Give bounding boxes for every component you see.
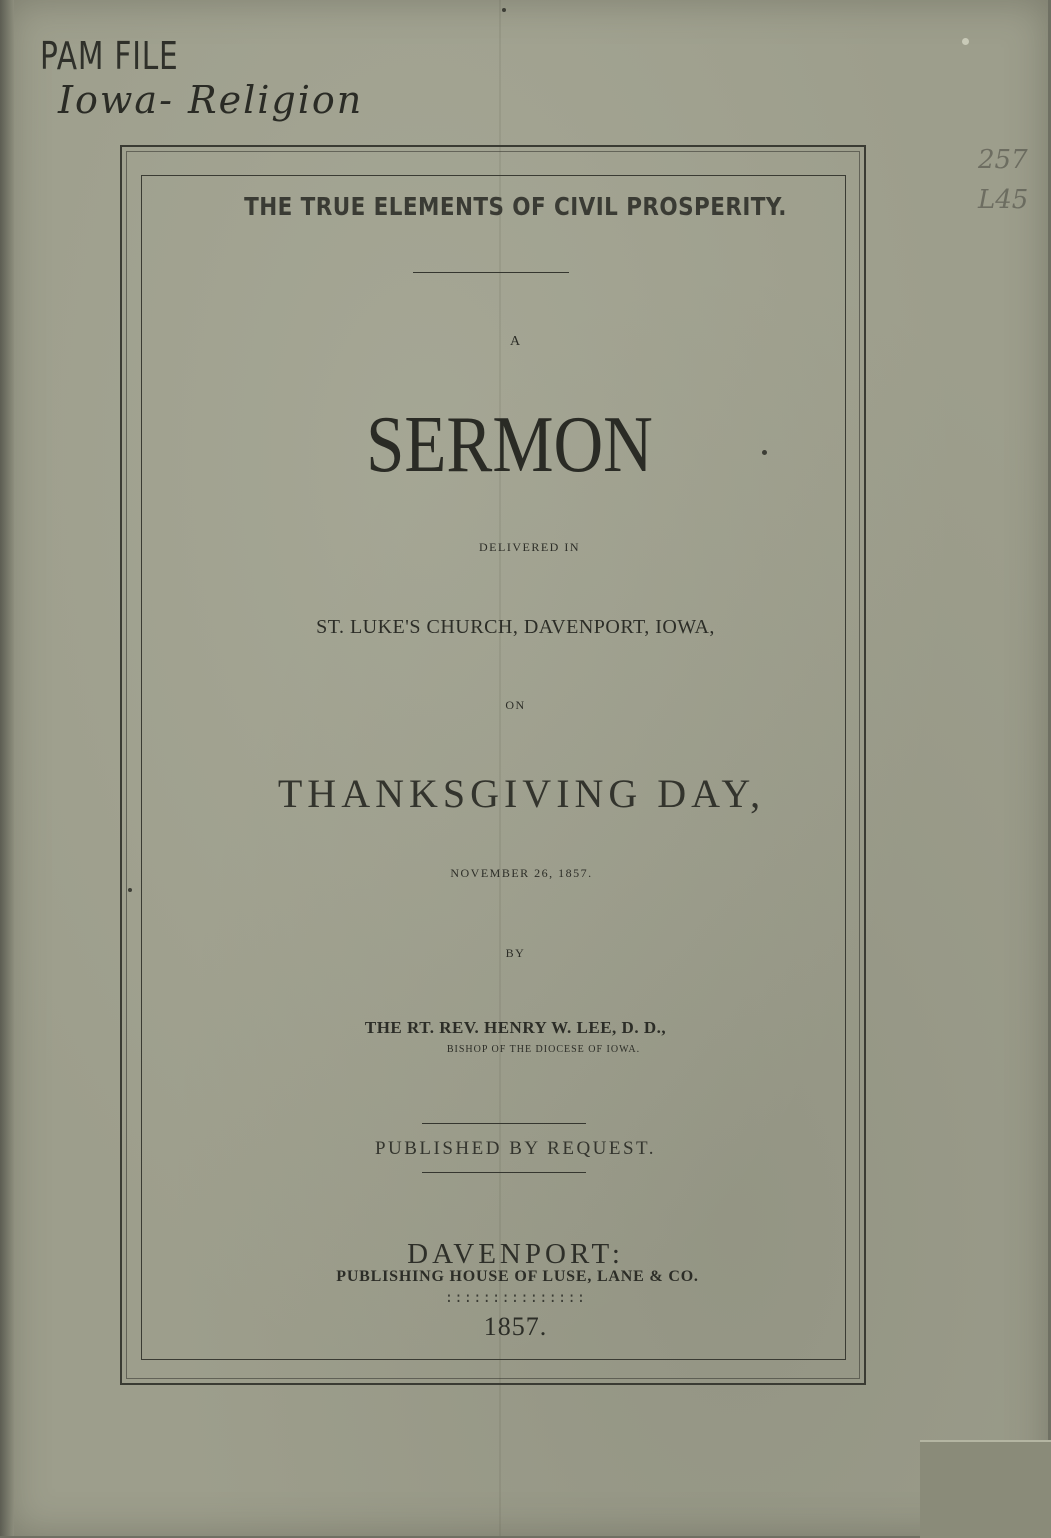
paper-speck (762, 450, 767, 455)
series-heading: THE TRUE ELEMENTS OF CIVIL PROSPERITY. (244, 192, 787, 221)
published-by-request: PUBLISHED BY REQUEST. (374, 1138, 657, 1159)
margin-pencil-note (978, 140, 1028, 220)
by-line: BY (505, 946, 526, 960)
delivered-in-line: DELIVERED IN (479, 540, 580, 554)
article-a: A (509, 334, 522, 349)
occasion-line: THANKSGIVING DAY, (277, 771, 766, 816)
torn-corner (920, 1440, 1051, 1538)
main-title: SERMON (366, 401, 653, 489)
inner-border-frame (141, 175, 846, 1360)
on-line: ON (505, 698, 526, 712)
imprint-ornament: ::::::::::::::: (444, 1290, 587, 1306)
imprint-year: 1857. (483, 1312, 548, 1341)
published-rule-top (422, 1123, 586, 1124)
date-line: NOVEMBER 26, 1857. (450, 866, 593, 880)
pam-file-stamp: PAM FILE (40, 34, 179, 78)
heading-rule (413, 272, 569, 273)
imprint-city: DAVENPORT: (407, 1238, 624, 1270)
paper-speck (962, 38, 969, 45)
margin-note-line-1: 257 (978, 145, 1028, 175)
author-title-line: BISHOP OF THE DIOCESE OF IOWA. (446, 1044, 641, 1055)
paper-speck (128, 888, 132, 892)
paper-speck (502, 8, 506, 12)
margin-note-line-2: L45 (978, 185, 1029, 215)
imprint-publisher: PUBLISHING HOUSE OF LUSE, LANE & CO. (336, 1268, 699, 1285)
author-line: THE RT. REV. HENRY W. LEE, D. D., (364, 1018, 667, 1037)
handwritten-note: Iowa- Religion (58, 78, 364, 122)
church-line: ST. LUKE'S CHURCH, DAVENPORT, IOWA, (316, 616, 715, 638)
published-rule-bottom (422, 1172, 586, 1173)
